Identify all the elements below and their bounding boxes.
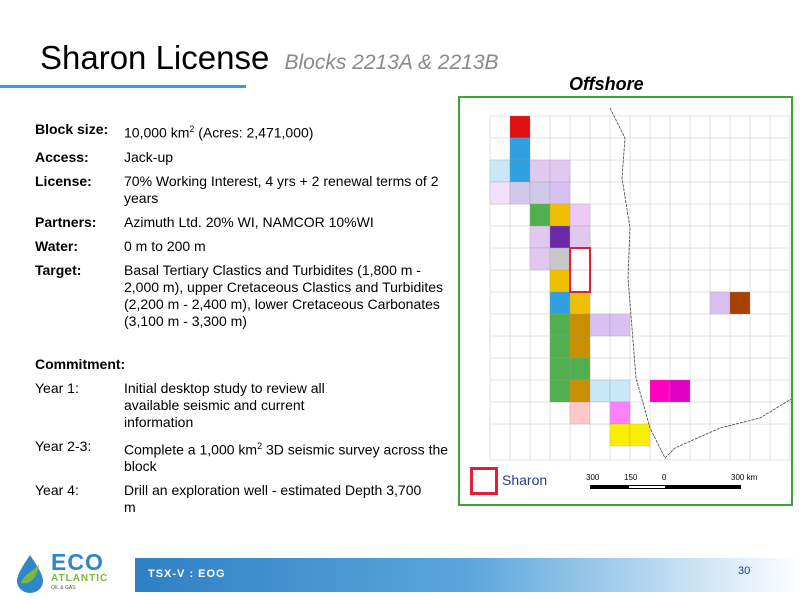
access-row (35, 149, 455, 166)
scale-label-0: 0 (662, 473, 667, 482)
year1-label: Year 1: (35, 379, 79, 396)
water-row (35, 238, 455, 255)
year4-label: Year 4: (35, 482, 79, 499)
block-size-label: Block size: (35, 121, 109, 137)
year23-row (35, 438, 455, 476)
year23-value: Complete a 1,000 $km^2$ 3D seismic survey across the block (124, 440, 449, 475)
partners-label: Partners: (35, 213, 97, 230)
logo-text-main: ECO (51, 549, 104, 575)
title-main: Sharon License (40, 39, 270, 76)
company-logo (13, 549, 123, 595)
map-scale-bar (586, 473, 766, 495)
scale-label-300-left: 300 (586, 473, 600, 482)
target-value: Basal Tertiary Clastics and Turbidites (1,800 m - 2,000 m), upper Cretaceous Clastics and Turbidites (2,200 m - 2,400 m), lower Cretaceous Carbonates (3,100 m - 3,300 m) (124, 261, 444, 329)
target-label: Target: (35, 261, 82, 278)
year1-value: Initial desktop study to review all available seismic and current information (124, 379, 325, 430)
access-label: Access: (35, 148, 89, 165)
legend-sharon-label: Sharon (502, 472, 548, 488)
footer-bar (135, 558, 800, 592)
page-number: 30 (738, 565, 751, 577)
page-title (40, 38, 499, 83)
ticker-symbol: TSX-V : EOG (148, 568, 226, 580)
scale-segment (628, 485, 666, 489)
map-heading: Offshore (569, 74, 644, 94)
title-subtitle: Blocks 2213A & 2213B (284, 51, 499, 74)
year4-value: Drill an exploration well - estimated Depth 3,700 m (124, 482, 422, 516)
title-underline (0, 85, 246, 88)
year1-row (35, 380, 455, 431)
block-size-row (35, 121, 455, 142)
water-value: 0 m to 200 m (124, 237, 206, 254)
scale-segment (666, 485, 741, 489)
logo-text-small: OIL & GAS (51, 585, 76, 591)
license-row (35, 173, 455, 207)
target-row (35, 262, 455, 330)
license-label: License: (35, 172, 92, 189)
partners-value: Azimuth Ltd. 20% WI, NAMCOR 10%WI (124, 213, 374, 230)
partners-row (35, 214, 455, 231)
scale-label-150: 150 (624, 473, 638, 482)
block-map (458, 96, 793, 506)
license-details (35, 121, 455, 523)
license-value: 70% Working Interest, 4 yrs + 2 renewal terms of 2 years (124, 172, 439, 206)
year4-row (35, 482, 455, 516)
year23-label: Year 2-3: (35, 437, 92, 454)
legend-sharon-swatch (470, 467, 498, 495)
logo-text-sub: ATLANTIC (51, 573, 109, 584)
drop-icon (13, 553, 47, 593)
scale-segment (590, 485, 628, 489)
water-label: Water: (35, 237, 79, 254)
block-size-value: 10,000 $km^2$ (Acres: 2,471,000) (124, 124, 314, 141)
commitment-heading: Commitment: (35, 355, 126, 372)
access-value: Jack-up (124, 148, 174, 165)
scale-label-300-right: 300 km (731, 473, 758, 482)
map-graphic (460, 98, 793, 506)
